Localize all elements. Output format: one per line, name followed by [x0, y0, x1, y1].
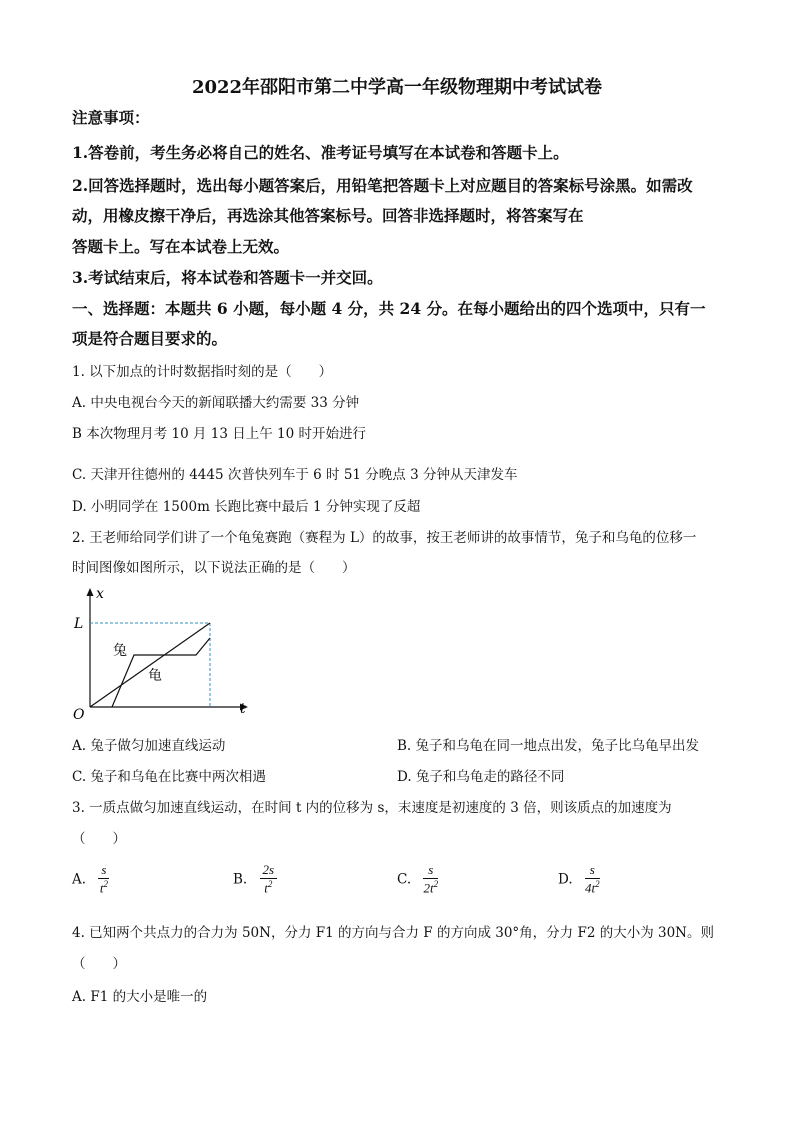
- question-3-option-a: A. $\frac{s}{t^2}$: [72, 862, 108, 896]
- question-3-stem-line-2: （ ）: [72, 831, 126, 847]
- note-2-line-3: 答题卡上。写在本试卷上无效。: [72, 237, 290, 256]
- question-2-option-a: A. 兔子做匀加速直线运动: [72, 738, 226, 754]
- question-1-option-b: B 本次物理月考 10 月 13 日上午 10 时开始进行: [72, 426, 366, 442]
- question-4-stem-line-2: （ ）: [72, 956, 126, 972]
- question-1-stem: 1. 以下加点的计时数据指时刻的是（ ）: [72, 364, 333, 380]
- x-axis-label: t: [240, 701, 246, 717]
- question-4-option-a: A. F1 的大小是唯一的: [72, 989, 208, 1005]
- option-c-fraction: $\frac{s}{2t^2}$: [423, 862, 439, 896]
- question-1-option-a: A. 中央电视台今天的新闻联播大约需要 33 分钟: [72, 395, 360, 411]
- note-1: 1.答卷前，考生务必将自己的姓名、准考证号填写在本试卷和答题卡上。: [72, 143, 569, 162]
- question-1-option-d: D. 小明同学在 1500m 长跑比赛中最后 1 分钟实现了反超: [72, 499, 421, 515]
- turtle-line: [90, 623, 210, 707]
- option-a-fraction: $\frac{s}{t^2}$: [99, 862, 108, 896]
- origin-label: O: [73, 707, 85, 722]
- displacement-time-graph: [66, 582, 266, 722]
- question-2-stem-line-2: 时间图像如图所示，以下说法正确的是（ ）: [72, 560, 356, 576]
- turtle-label: 龟: [148, 668, 162, 684]
- notes-heading: 注意事项：: [72, 108, 150, 127]
- question-2-option-b: B. 兔子和乌龟在同一地点出发，兔子比乌龟早出发: [397, 738, 700, 754]
- l-label: L: [74, 616, 84, 632]
- question-1-option-c: C. 天津开往德州的 4445 次普快列车于 6 时 51 分晚点 3 分钟从天津发车: [72, 467, 518, 483]
- y-axis-arrow: [87, 588, 94, 596]
- question-3-option-c: C. $\frac{s}{2t^2}$: [397, 862, 439, 896]
- page-title: 2022年邵阳市第二中学高一年级物理期中考试试卷: [191, 77, 603, 98]
- note-3: 3.考试结束后，将本试卷和答题卡一并交回。: [72, 268, 383, 287]
- question-3-option-b: B. $\frac{2s}{t^2}$: [233, 863, 277, 896]
- question-2-option-c: C. 兔子和乌龟在比赛中两次相遇: [72, 769, 266, 785]
- option-b-fraction: $\frac{2s}{t^2}$: [260, 863, 278, 896]
- y-axis-label: x: [96, 586, 104, 602]
- note-2-line-1: 2.回答选择题时，选出每小题答案后，用铅笔把答题卡上对应题目的答案标号涂黑。如需改: [72, 176, 693, 195]
- rabbit-label: 兔: [113, 643, 127, 659]
- question-4-stem-line-1: 4. 已知两个共点力的合力为 50N，分力 F1 的方向与合力 F 的方向成 30°角，分力 F2 的大小为 30N。则: [72, 925, 714, 941]
- question-2-option-d: D. 兔子和乌龟走的路径不同: [397, 769, 565, 785]
- question-3-stem-line-1: 3. 一质点做匀加速直线运动，在时间 t 内的位移为 s，末速度是初速度的 3 倍，则该质点的加速度为: [72, 800, 672, 816]
- question-2-stem-line-1: 2. 王老师给同学们讲了一个龟兔赛跑（赛程为 L）的故事，按王老师讲的故事情节，兔子和乌龟的位移一: [72, 530, 697, 546]
- section-1-heading-line-1: 一、选择题：本题共 6 小题，每小题 4 分，共 24 分。在每小题给出的四个选项中，只有一: [72, 299, 706, 318]
- section-1-heading-line-2: 项是符合题目要求的。: [72, 329, 228, 348]
- question-3-option-d: D. $\frac{s}{4t^2}$: [558, 862, 600, 896]
- option-d-fraction: $\frac{s}{4t^2}$: [584, 862, 600, 896]
- note-2-line-2: 动，用橡皮擦干净后，再选涂其他答案标号。回答非选择题时，将答案写在: [72, 206, 584, 225]
